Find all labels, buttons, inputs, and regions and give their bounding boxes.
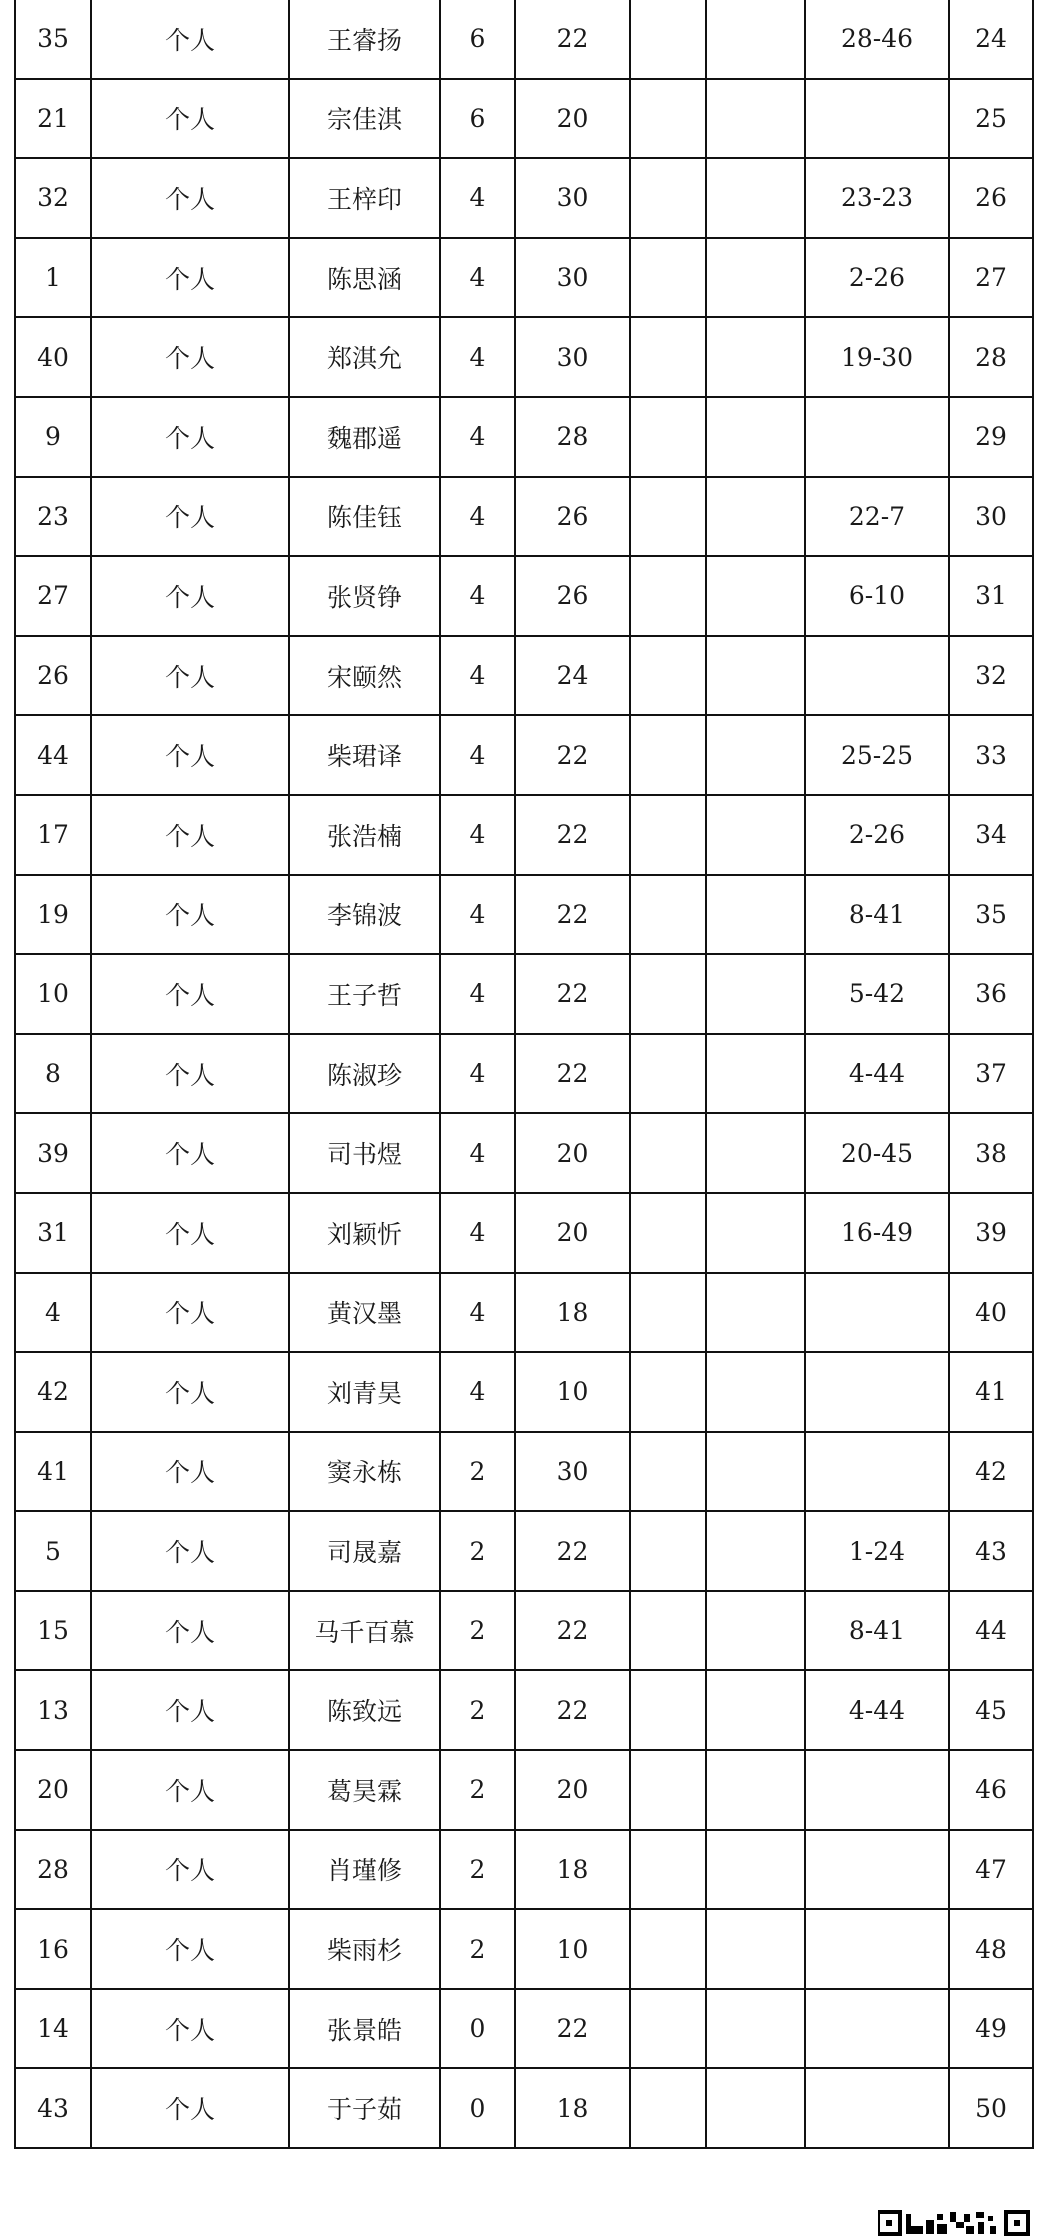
rank-cell: 28	[949, 317, 1033, 397]
pairing-cell: 19-30	[805, 317, 949, 397]
entry-id-cell: 21	[15, 79, 91, 159]
points-cell: 26	[515, 556, 630, 636]
participant-name-cell: 宗佳淇	[289, 79, 440, 159]
rank-cell: 29	[949, 397, 1033, 477]
pairing-cell	[805, 1432, 949, 1512]
pairing-cell: 28-46	[805, 0, 949, 79]
table-row	[15, 1352, 1033, 1432]
table-row	[15, 875, 1033, 955]
table-row	[15, 636, 1033, 716]
points-cell: 22	[515, 1591, 630, 1671]
table-row	[15, 954, 1033, 1034]
participant-name-cell: 陈思涵	[289, 238, 440, 318]
entry-type-cell: 个人	[91, 2068, 289, 2148]
empty-cell-a	[630, 1830, 706, 1910]
empty-cell-b	[706, 1511, 805, 1591]
empty-cell-b	[706, 875, 805, 955]
pairing-cell	[805, 397, 949, 477]
entry-id-cell: 14	[15, 1989, 91, 2069]
entry-id-cell: 41	[15, 1432, 91, 1512]
empty-cell-b	[706, 1432, 805, 1512]
participant-name-cell: 李锦波	[289, 875, 440, 955]
table-row	[15, 1830, 1033, 1910]
entry-type-cell: 个人	[91, 954, 289, 1034]
rank-cell: 38	[949, 1113, 1033, 1193]
empty-cell-a	[630, 1750, 706, 1830]
points-cell: 28	[515, 397, 630, 477]
pairing-cell	[805, 1750, 949, 1830]
empty-cell-b	[706, 1750, 805, 1830]
rank-cell: 41	[949, 1352, 1033, 1432]
points-cell: 22	[515, 1034, 630, 1114]
points-cell: 18	[515, 1273, 630, 1353]
empty-cell-a	[630, 477, 706, 557]
table-row	[15, 1511, 1033, 1591]
rank-cell: 36	[949, 954, 1033, 1034]
participant-name-cell: 马千百慕	[289, 1591, 440, 1671]
entry-type-cell: 个人	[91, 0, 289, 79]
empty-cell-a	[630, 795, 706, 875]
participant-name-cell: 刘青昊	[289, 1352, 440, 1432]
table-row	[15, 1034, 1033, 1114]
empty-cell-b	[706, 795, 805, 875]
empty-cell-b	[706, 1273, 805, 1353]
empty-cell-a	[630, 636, 706, 716]
participant-name-cell: 陈佳钰	[289, 477, 440, 557]
participant-name-cell: 王睿扬	[289, 0, 440, 79]
points-cell: 30	[515, 1432, 630, 1512]
pairing-cell: 1-24	[805, 1511, 949, 1591]
score-cell: 2	[440, 1670, 515, 1750]
score-cell: 4	[440, 158, 515, 238]
rank-cell: 31	[949, 556, 1033, 636]
rank-cell: 30	[949, 477, 1033, 557]
rank-cell: 47	[949, 1830, 1033, 1910]
entry-id-cell: 13	[15, 1670, 91, 1750]
entry-id-cell: 10	[15, 954, 91, 1034]
entry-type-cell: 个人	[91, 795, 289, 875]
empty-cell-a	[630, 238, 706, 318]
entry-id-cell: 40	[15, 317, 91, 397]
rank-cell: 50	[949, 2068, 1033, 2148]
empty-cell-a	[630, 1432, 706, 1512]
rank-cell: 48	[949, 1909, 1033, 1989]
rank-cell: 49	[949, 1989, 1033, 2069]
pairing-cell: 23-23	[805, 158, 949, 238]
entry-type-cell: 个人	[91, 1750, 289, 1830]
pairing-cell: 20-45	[805, 1113, 949, 1193]
participant-name-cell: 柴雨杉	[289, 1909, 440, 1989]
empty-cell-b	[706, 477, 805, 557]
rank-cell: 33	[949, 715, 1033, 795]
entry-id-cell: 1	[15, 238, 91, 318]
entry-type-cell: 个人	[91, 158, 289, 238]
rank-cell: 40	[949, 1273, 1033, 1353]
score-cell: 4	[440, 238, 515, 318]
empty-cell-a	[630, 875, 706, 955]
empty-cell-a	[630, 1989, 706, 2069]
points-cell: 30	[515, 158, 630, 238]
score-cell: 4	[440, 1034, 515, 1114]
empty-cell-b	[706, 1909, 805, 1989]
entry-id-cell: 31	[15, 1193, 91, 1273]
rank-cell: 32	[949, 636, 1033, 716]
participant-name-cell: 王子哲	[289, 954, 440, 1034]
participant-name-cell: 陈淑珍	[289, 1034, 440, 1114]
rank-cell: 34	[949, 795, 1033, 875]
table-row	[15, 795, 1033, 875]
empty-cell-a	[630, 1670, 706, 1750]
empty-cell-b	[706, 397, 805, 477]
score-cell: 4	[440, 954, 515, 1034]
rank-cell: 45	[949, 1670, 1033, 1750]
entry-type-cell: 个人	[91, 1511, 289, 1591]
entry-type-cell: 个人	[91, 715, 289, 795]
entry-type-cell: 个人	[91, 1989, 289, 2069]
participant-name-cell: 黄汉墨	[289, 1273, 440, 1353]
pairing-cell: 2-26	[805, 238, 949, 318]
entry-id-cell: 16	[15, 1909, 91, 1989]
points-cell: 20	[515, 1750, 630, 1830]
entry-id-cell: 5	[15, 1511, 91, 1591]
pairing-cell	[805, 1352, 949, 1432]
entry-type-cell: 个人	[91, 1670, 289, 1750]
points-cell: 20	[515, 1113, 630, 1193]
participant-name-cell: 柴珺译	[289, 715, 440, 795]
pairing-cell: 5-42	[805, 954, 949, 1034]
table-row	[15, 1670, 1033, 1750]
pairing-cell	[805, 79, 949, 159]
empty-cell-b	[706, 158, 805, 238]
points-cell: 30	[515, 238, 630, 318]
entry-id-cell: 44	[15, 715, 91, 795]
points-cell: 20	[515, 79, 630, 159]
points-cell: 30	[515, 317, 630, 397]
entry-id-cell: 17	[15, 795, 91, 875]
score-cell: 4	[440, 636, 515, 716]
points-cell: 22	[515, 1511, 630, 1591]
participant-name-cell: 宋颐然	[289, 636, 440, 716]
empty-cell-b	[706, 0, 805, 79]
entry-type-cell: 个人	[91, 636, 289, 716]
participant-name-cell: 张浩楠	[289, 795, 440, 875]
participant-name-cell: 葛昊霖	[289, 1750, 440, 1830]
table-row	[15, 477, 1033, 557]
table-row	[15, 2068, 1033, 2148]
score-cell: 0	[440, 2068, 515, 2148]
empty-cell-b	[706, 954, 805, 1034]
entry-type-cell: 个人	[91, 1352, 289, 1432]
empty-cell-a	[630, 1034, 706, 1114]
score-cell: 2	[440, 1909, 515, 1989]
participant-name-cell: 肖瑾修	[289, 1830, 440, 1910]
entry-id-cell: 20	[15, 1750, 91, 1830]
score-cell: 4	[440, 715, 515, 795]
qr-pattern-icon	[878, 2210, 1033, 2236]
rank-cell: 27	[949, 238, 1033, 318]
points-cell: 22	[515, 1989, 630, 2069]
score-cell: 2	[440, 1830, 515, 1910]
empty-cell-a	[630, 1193, 706, 1273]
pairing-cell	[805, 2068, 949, 2148]
empty-cell-b	[706, 715, 805, 795]
entry-type-cell: 个人	[91, 1034, 289, 1114]
participant-name-cell: 王梓印	[289, 158, 440, 238]
points-cell: 22	[515, 795, 630, 875]
score-cell: 0	[440, 1989, 515, 2069]
pairing-cell: 4-44	[805, 1670, 949, 1750]
table-row	[15, 715, 1033, 795]
pairing-cell	[805, 1273, 949, 1353]
empty-cell-a	[630, 715, 706, 795]
table-row	[15, 397, 1033, 477]
pairing-cell: 8-41	[805, 1591, 949, 1671]
points-cell: 10	[515, 1352, 630, 1432]
pairing-cell: 4-44	[805, 1034, 949, 1114]
table-body	[15, 0, 1033, 2148]
empty-cell-a	[630, 1273, 706, 1353]
table-row	[15, 1909, 1033, 1989]
empty-cell-b	[706, 1352, 805, 1432]
entry-id-cell: 42	[15, 1352, 91, 1432]
empty-cell-a	[630, 397, 706, 477]
points-cell: 22	[515, 875, 630, 955]
empty-cell-b	[706, 2068, 805, 2148]
results-table	[14, 0, 1034, 2149]
pairing-cell	[805, 636, 949, 716]
points-cell: 24	[515, 636, 630, 716]
pairing-cell: 22-7	[805, 477, 949, 557]
entry-id-cell: 4	[15, 1273, 91, 1353]
entry-type-cell: 个人	[91, 1113, 289, 1193]
empty-cell-b	[706, 1193, 805, 1273]
entry-type-cell: 个人	[91, 397, 289, 477]
empty-cell-a	[630, 1591, 706, 1671]
score-cell: 4	[440, 556, 515, 636]
rank-cell: 42	[949, 1432, 1033, 1512]
rank-cell: 44	[949, 1591, 1033, 1671]
pairing-cell: 25-25	[805, 715, 949, 795]
entry-type-cell: 个人	[91, 238, 289, 318]
entry-id-cell: 27	[15, 556, 91, 636]
points-cell: 22	[515, 954, 630, 1034]
participant-name-cell: 张贤铮	[289, 556, 440, 636]
table-row	[15, 1113, 1033, 1193]
empty-cell-b	[706, 1830, 805, 1910]
points-cell: 26	[515, 477, 630, 557]
table-row	[15, 1750, 1033, 1830]
score-cell: 4	[440, 875, 515, 955]
participant-name-cell: 郑淇允	[289, 317, 440, 397]
entry-id-cell: 23	[15, 477, 91, 557]
table-row	[15, 238, 1033, 318]
rank-cell: 26	[949, 158, 1033, 238]
entry-type-cell: 个人	[91, 1830, 289, 1910]
score-cell: 4	[440, 795, 515, 875]
participant-name-cell: 司晟嘉	[289, 1511, 440, 1591]
entry-id-cell: 15	[15, 1591, 91, 1671]
table-row	[15, 1193, 1033, 1273]
score-cell: 2	[440, 1750, 515, 1830]
entry-type-cell: 个人	[91, 79, 289, 159]
entry-type-cell: 个人	[91, 1432, 289, 1512]
entry-id-cell: 8	[15, 1034, 91, 1114]
table-row	[15, 79, 1033, 159]
participant-name-cell: 魏郡遥	[289, 397, 440, 477]
table-row	[15, 317, 1033, 397]
pairing-cell: 2-26	[805, 795, 949, 875]
score-cell: 6	[440, 79, 515, 159]
score-cell: 4	[440, 477, 515, 557]
points-cell: 18	[515, 1830, 630, 1910]
empty-cell-b	[706, 1989, 805, 2069]
score-cell: 2	[440, 1432, 515, 1512]
entry-type-cell: 个人	[91, 477, 289, 557]
entry-type-cell: 个人	[91, 556, 289, 636]
empty-cell-a	[630, 556, 706, 636]
rank-cell: 37	[949, 1034, 1033, 1114]
entry-id-cell: 19	[15, 875, 91, 955]
empty-cell-b	[706, 1591, 805, 1671]
entry-id-cell: 32	[15, 158, 91, 238]
empty-cell-a	[630, 158, 706, 238]
pairing-cell	[805, 1989, 949, 2069]
points-cell: 22	[515, 0, 630, 79]
points-cell: 18	[515, 2068, 630, 2148]
empty-cell-b	[706, 238, 805, 318]
empty-cell-a	[630, 1909, 706, 1989]
rank-cell: 35	[949, 875, 1033, 955]
empty-cell-b	[706, 317, 805, 397]
points-cell: 10	[515, 1909, 630, 1989]
empty-cell-b	[706, 556, 805, 636]
score-cell: 4	[440, 397, 515, 477]
entry-id-cell: 9	[15, 397, 91, 477]
empty-cell-a	[630, 2068, 706, 2148]
rank-cell: 25	[949, 79, 1033, 159]
participant-name-cell: 于子茹	[289, 2068, 440, 2148]
participant-name-cell: 窦永栋	[289, 1432, 440, 1512]
empty-cell-b	[706, 79, 805, 159]
empty-cell-a	[630, 79, 706, 159]
score-cell: 6	[440, 0, 515, 79]
table-row	[15, 1432, 1033, 1512]
table-row	[15, 0, 1033, 79]
score-cell: 4	[440, 1193, 515, 1273]
empty-cell-b	[706, 1034, 805, 1114]
rank-cell: 24	[949, 0, 1033, 79]
entry-id-cell: 39	[15, 1113, 91, 1193]
rank-cell: 43	[949, 1511, 1033, 1591]
pairing-cell: 8-41	[805, 875, 949, 955]
participant-name-cell: 陈致远	[289, 1670, 440, 1750]
entry-id-cell: 35	[15, 0, 91, 79]
empty-cell-a	[630, 1113, 706, 1193]
empty-cell-a	[630, 0, 706, 79]
score-cell: 4	[440, 317, 515, 397]
table-row	[15, 556, 1033, 636]
pairing-cell	[805, 1909, 949, 1989]
empty-cell-a	[630, 1511, 706, 1591]
participant-name-cell: 刘颖忻	[289, 1193, 440, 1273]
pairing-cell	[805, 1830, 949, 1910]
pairing-cell: 16-49	[805, 1193, 949, 1273]
entry-type-cell: 个人	[91, 1591, 289, 1671]
empty-cell-a	[630, 1352, 706, 1432]
score-cell: 4	[440, 1273, 515, 1353]
rank-cell: 46	[949, 1750, 1033, 1830]
rank-cell: 39	[949, 1193, 1033, 1273]
table-row	[15, 1273, 1033, 1353]
entry-type-cell: 个人	[91, 1273, 289, 1353]
empty-cell-a	[630, 954, 706, 1034]
entry-type-cell: 个人	[91, 1909, 289, 1989]
empty-cell-a	[630, 317, 706, 397]
table-row	[15, 1989, 1033, 2069]
entry-type-cell: 个人	[91, 875, 289, 955]
empty-cell-b	[706, 1113, 805, 1193]
points-cell: 22	[515, 1670, 630, 1750]
score-cell: 4	[440, 1113, 515, 1193]
empty-cell-b	[706, 1670, 805, 1750]
entry-type-cell: 个人	[91, 317, 289, 397]
entry-id-cell: 26	[15, 636, 91, 716]
entry-id-cell: 28	[15, 1830, 91, 1910]
entry-id-cell: 43	[15, 2068, 91, 2148]
participant-name-cell: 张景皓	[289, 1989, 440, 2069]
score-cell: 2	[440, 1591, 515, 1671]
table-row	[15, 158, 1033, 238]
points-cell: 22	[515, 715, 630, 795]
table-row	[15, 1591, 1033, 1671]
participant-name-cell: 司书煜	[289, 1113, 440, 1193]
empty-cell-b	[706, 636, 805, 716]
entry-type-cell: 个人	[91, 1193, 289, 1273]
score-cell: 2	[440, 1511, 515, 1591]
points-cell: 20	[515, 1193, 630, 1273]
score-cell: 4	[440, 1352, 515, 1432]
pairing-cell: 6-10	[805, 556, 949, 636]
